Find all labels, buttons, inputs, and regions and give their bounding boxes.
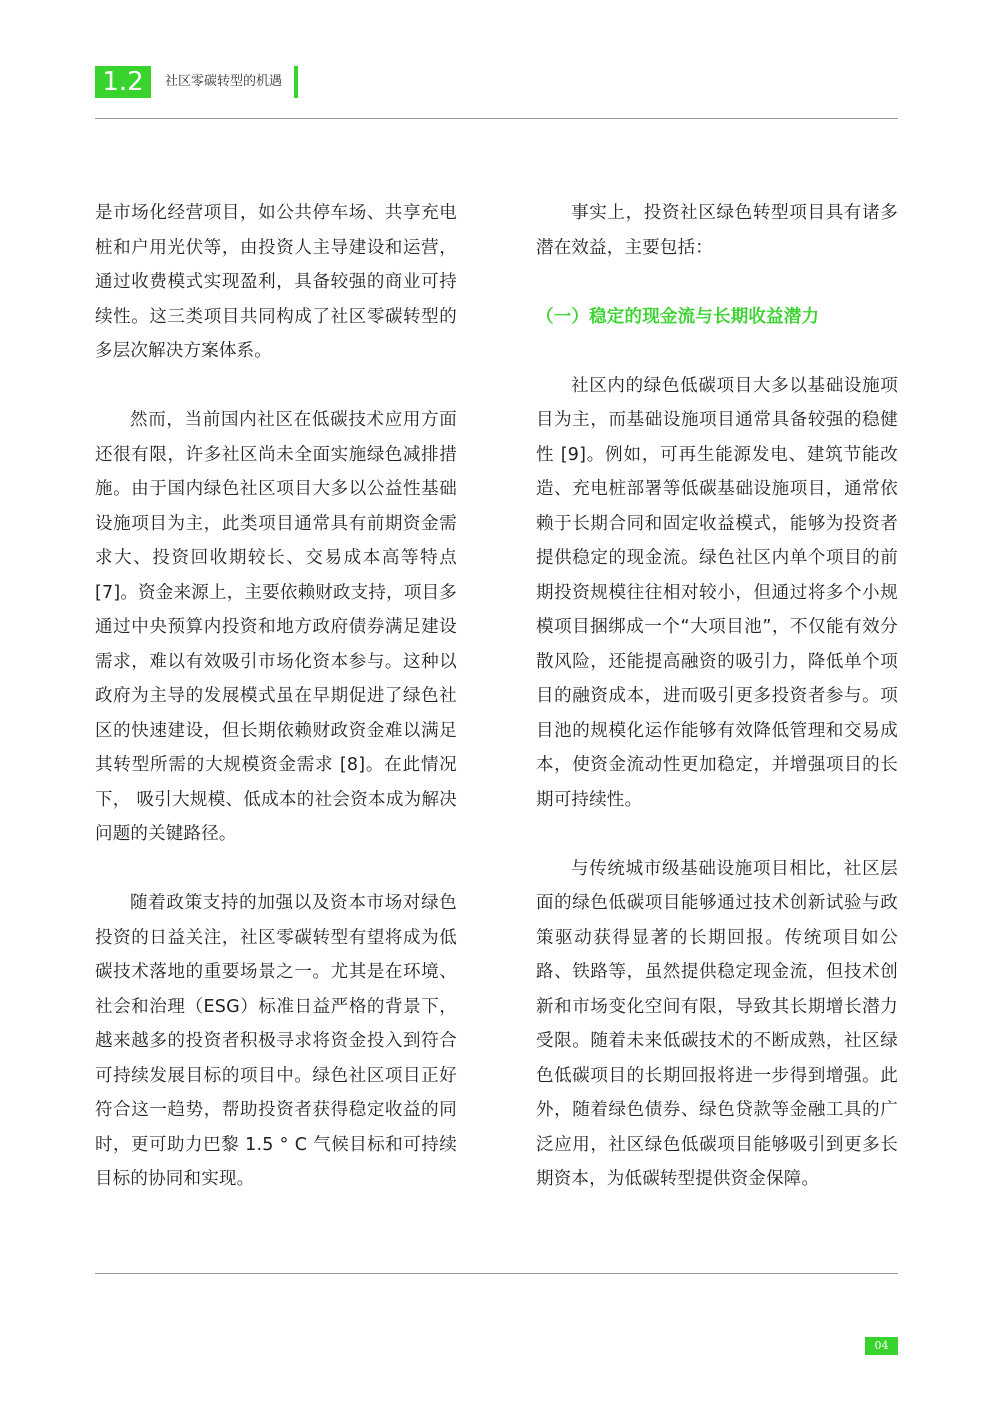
- header-accent-bar: [294, 66, 298, 98]
- right-column: [536, 196, 898, 1197]
- page-header: [95, 66, 298, 98]
- page-number: 04: [865, 1337, 898, 1355]
- bottom-divider: [95, 1273, 898, 1274]
- right-paragraph-2: 与传统城市级基础设施项目相比，社区层面的绿色低碳项目能够通过技术创新试验与政策驱动获得显著的长期回报。传统项目如公路、铁路等，虽然提供稳定现金流，但技术创新和市场变化空间有限，导致其长期增长潜力受限。随着未来低碳技术的不断成熟，社区绿色低碳项目的长期回报将进一步得到增强。此外，随着绿色债券、绿色贷款等金融工具的广泛应用，社区绿色低碳项目能够吸引到更多长期资本，为低碳转型提供资金保障。: [536, 858, 898, 1189]
- left-paragraph-2: 然而，当前国内社区在低碳技术应用方面还很有限，许多社区尚未全面实施绿色减排措施。由于国内绿色社区项目大多以公益性基础设施项目为主，此类项目通常具有前期资金需求大、投资回收期较长、交易成本高等特点 [7]。资金来源上，主要依赖财政支持，项目多通过中央预算内投资和地方政府债券满足建设需求，难以有效吸引市场化资本参与。这种以政府为主导的发展模式虽在早期促进了绿色社区的快速建设，但长期依赖财政资金难以满足其转型所需的大规模资金需求 [8]。在此情况下， 吸引大规模、低成本的社会资本成为解决问题的关键路径。: [95, 410, 457, 844]
- top-divider: [95, 118, 898, 119]
- left-column: [95, 196, 457, 1197]
- section-number-badge: 1.2: [95, 66, 151, 98]
- section-title: 社区零碳转型的机遇: [165, 74, 283, 89]
- left-paragraph-1: 是市场化经营项目，如公共停车场、共享充电桩和户用光伏等，由投资人主导建设和运营，通过收费模式实现盈利，具备较强的商业可持续性。这三类项目共同构成了社区零碳转型的多层次解决方案体系。: [95, 203, 457, 361]
- right-intro-paragraph: 事实上，投资社区绿色转型项目具有诸多潜在效益，主要包括：: [536, 203, 898, 258]
- left-paragraph-3: 随着政策支持的加强以及资本市场对绿色投资的日益关注，社区零碳转型有望将成为低碳技术落地的重要场景之一。尤其是在环境、社会和治理（ESG）标准日益严格的背景下，越来越多的投资者积极寻求将资金投入到符合可持续发展目标的项目中。绿色社区项目正好符合这一趋势，帮助投资者获得稳定收益的同时，更可助力巴黎 1.5 ° C 气候目标和可持续目标的协同和实现。: [95, 893, 457, 1189]
- subheading: （一）稳定的现金流与长期收益潜力: [536, 306, 820, 327]
- right-paragraph-1: 社区内的绿色低碳项目大多以基础设施项目为主，而基础设施项目通常具备较强的稳健性 [9]。例如，可再生能源发电、建筑节能改造、充电桩部署等低碳基础设施项目，通常依赖于长期合同和固定收益模式，能够为投资者提供稳定的现金流。绿色社区内单个项目的前期投资规模往往相对较小，但通过将多个小规模项目捆绑成一个“大项目池”，不仅能有效分散风险，还能提高融资的吸引力，降低单个项目的融资成本，进而吸引更多投资者参与。项目池的规模化运作能够有效降低管理和交易成本，使资金流动性更加稳定，并增强项目的长期可持续性。: [536, 375, 898, 810]
